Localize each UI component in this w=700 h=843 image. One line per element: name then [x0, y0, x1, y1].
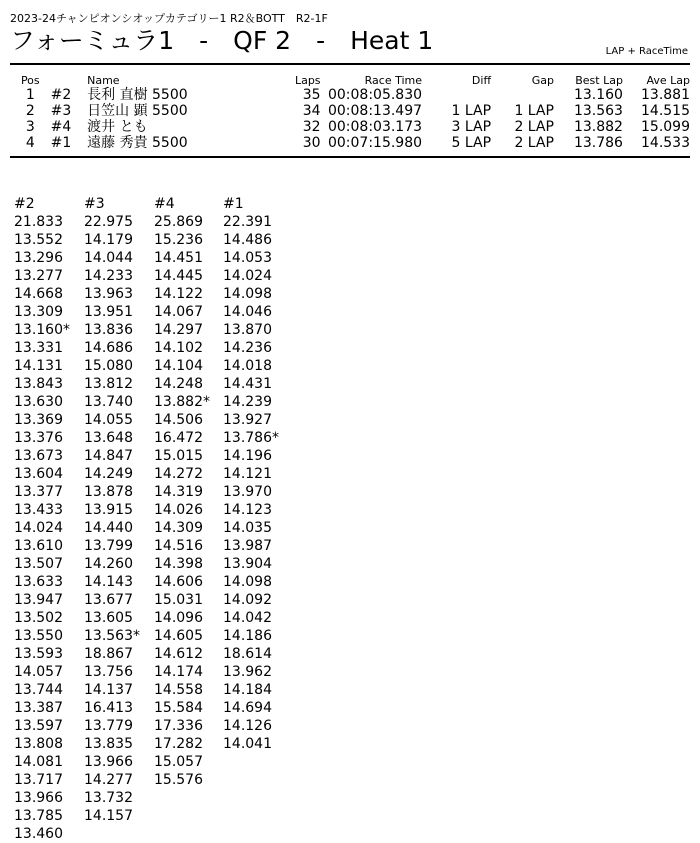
diff-cell: 5 LAP — [451, 135, 492, 151]
lap-time: 14.272 — [154, 466, 203, 482]
lap-time: 13.785 — [14, 808, 63, 824]
lap-column — [14, 195, 84, 843]
lap-time: 14.694 — [223, 700, 272, 716]
lap-time: 13.878 — [84, 484, 133, 500]
gap-cell: 2 LAP — [514, 119, 554, 135]
lap-time: 14.104 — [154, 358, 203, 374]
driver-name-cell: 渡井 とも — [87, 119, 148, 135]
lap-time: 14.233 — [84, 268, 133, 284]
lap-time: 15.576 — [154, 772, 203, 788]
lap-time: 13.604 — [14, 466, 63, 482]
lap-time: 14.067 — [154, 304, 203, 320]
event-subtitle: 2023-24チャンピオンシオップカテゴリー1 R2＆BOTT R2-1F — [10, 12, 328, 25]
lap-time: 13.904 — [223, 556, 272, 572]
lap-time: 14.179 — [84, 232, 133, 248]
lap-time: 17.282 — [154, 736, 203, 752]
lap-time: 14.260 — [84, 556, 133, 572]
lap-time: 13.812 — [84, 376, 133, 392]
car-no-cell: #4 — [50, 119, 72, 135]
laps-cell: 34 — [302, 103, 321, 119]
pos-cell: 4 — [25, 135, 35, 151]
race-time-cell: 00:08:03.173 — [327, 119, 423, 135]
lap-time: 14.092 — [223, 592, 272, 608]
col-best-lap: Best Lap — [575, 74, 623, 87]
lap-time: 16.472 — [154, 430, 203, 446]
lap-time: 13.927 — [223, 412, 272, 428]
lap-time: 14.018 — [223, 358, 272, 374]
results-table — [10, 72, 690, 151]
lap-legend: LAP + RaceTime — [605, 46, 688, 57]
lap-time: 13.870 — [223, 322, 272, 338]
lap-time: 14.026 — [154, 502, 203, 518]
lap-time: 16.413 — [84, 700, 133, 716]
diff-cell: 1 LAP — [451, 103, 492, 119]
pos-cell: 1 — [25, 87, 35, 103]
lap-time: 14.431 — [223, 376, 272, 392]
lap-time: 13.966 — [14, 790, 63, 806]
lap-time: 14.143 — [84, 574, 133, 590]
lap-time: 14.486 — [223, 232, 272, 248]
lap-time: 13.552 — [14, 232, 63, 248]
lap-time: 14.098 — [223, 574, 272, 590]
lap-time: 14.606 — [154, 574, 203, 590]
lap-time: 15.584 — [154, 700, 203, 716]
lap-time: 14.024 — [14, 520, 63, 536]
page-title: フォーミュラ1 - QF 2 - Heat 1 — [10, 26, 434, 55]
ave-lap-cell: 15.099 — [641, 119, 690, 135]
lap-time: 13.962 — [223, 664, 272, 680]
table-row — [10, 135, 690, 151]
lap-time: 13.717 — [14, 772, 63, 788]
best-lap-cell: 13.786 — [573, 135, 623, 151]
lap-time: 14.137 — [84, 682, 133, 698]
lap-time: 13.799 — [84, 538, 133, 554]
driver-name-cell: 長利 直樹 5500 — [87, 87, 188, 103]
lap-column — [223, 195, 293, 753]
lap-time: 14.081 — [14, 754, 63, 770]
lap-time: 14.174 — [154, 664, 203, 680]
lap-time: 13.605 — [84, 610, 133, 626]
lap-time: 14.668 — [14, 286, 63, 302]
diff-cell: 3 LAP — [451, 119, 492, 135]
lap-time: 13.756 — [84, 664, 133, 680]
lap-time: 13.970 — [223, 484, 272, 500]
lap-time: 14.046 — [223, 304, 272, 320]
lap-time: 14.236 — [223, 340, 272, 356]
lap-column — [154, 195, 224, 789]
lap-time: 14.248 — [154, 376, 203, 392]
lap-time: 14.024 — [223, 268, 272, 284]
lap-column — [84, 195, 154, 825]
col-laps: Laps — [294, 74, 321, 87]
car-no-cell: #3 — [50, 103, 72, 119]
lap-time: 13.277 — [14, 268, 63, 284]
lap-time: 13.387 — [14, 700, 63, 716]
col-name: Name — [87, 74, 120, 87]
lap-time: 13.460 — [14, 826, 63, 842]
lap-time: 14.196 — [223, 448, 272, 464]
lap-time: 22.975 — [84, 214, 133, 230]
lap-time: 13.630 — [14, 394, 63, 410]
lap-time: 14.057 — [14, 664, 63, 680]
lap-time: 13.947 — [14, 592, 63, 608]
lap-time: 13.309 — [14, 304, 63, 320]
lap-time: 21.833 — [14, 214, 63, 230]
lap-time: 15.057 — [154, 754, 203, 770]
lap-time: 18.867 — [84, 646, 133, 662]
lap-time: 14.297 — [154, 322, 203, 338]
lap-time: 14.122 — [154, 286, 203, 302]
diff-cell — [422, 87, 491, 103]
lap-time: 13.597 — [14, 718, 63, 734]
lap-time: 15.080 — [84, 358, 133, 374]
pos-cell: 3 — [25, 119, 35, 135]
lap-time: 13.502 — [14, 610, 63, 626]
lap-time: 25.869 — [154, 214, 203, 230]
lap-time: 14.398 — [154, 556, 203, 572]
col-pos: Pos — [20, 74, 40, 87]
car-no-cell: #1 — [50, 135, 72, 151]
divider — [10, 63, 690, 65]
table-row — [10, 87, 690, 103]
lap-time: 14.042 — [223, 610, 272, 626]
lap-column-header: #2 — [14, 196, 35, 212]
lap-time: 13.951 — [84, 304, 133, 320]
lap-time: 17.336 — [154, 718, 203, 734]
lap-time: 13.296 — [14, 250, 63, 266]
lap-time: 18.614 — [223, 646, 272, 662]
lap-time: 14.096 — [154, 610, 203, 626]
lap-time: 14.102 — [154, 340, 203, 356]
lap-time: 14.184 — [223, 682, 272, 698]
lap-time: 13.433 — [14, 502, 63, 518]
lap-time: 13.779 — [84, 718, 133, 734]
lap-time: 13.963 — [84, 286, 133, 302]
lap-time: 14.239 — [223, 394, 272, 410]
lap-time: 13.331 — [14, 340, 63, 356]
lap-time: 13.610 — [14, 538, 63, 554]
lap-time: 14.558 — [154, 682, 203, 698]
lap-time: 14.131 — [14, 358, 63, 374]
gap-cell: 1 LAP — [514, 103, 554, 119]
lap-time: 13.744 — [14, 682, 63, 698]
lap-time: 13.377 — [14, 484, 63, 500]
gap-cell — [491, 87, 554, 103]
lap-time: 13.987 — [223, 538, 272, 554]
lap-time: 14.157 — [84, 808, 133, 824]
lap-time: 13.732 — [84, 790, 133, 806]
lap-time: 13.843 — [14, 376, 63, 392]
lap-time: 14.277 — [84, 772, 133, 788]
lap-time: 13.786* — [223, 430, 279, 446]
race-time-cell: 00:07:15.980 — [327, 135, 423, 151]
lap-time: 14.249 — [84, 466, 133, 482]
race-time-cell: 00:08:13.497 — [327, 103, 423, 119]
best-lap-cell: 13.882 — [573, 119, 623, 135]
divider — [10, 156, 690, 158]
lap-time: 14.123 — [223, 502, 272, 518]
ave-lap-cell: 13.881 — [641, 87, 690, 103]
lap-time: 14.309 — [154, 520, 203, 536]
lap-time: 14.847 — [84, 448, 133, 464]
ave-lap-cell: 14.515 — [641, 103, 690, 119]
lap-column-header: #1 — [223, 196, 244, 212]
race-time-cell: 00:08:05.830 — [327, 87, 423, 103]
lap-time: 15.031 — [154, 592, 203, 608]
col-gap: Gap — [531, 74, 554, 87]
col-race-time: Race Time — [364, 74, 423, 87]
lap-time: 13.915 — [84, 502, 133, 518]
lap-time: 13.740 — [84, 394, 133, 410]
best-lap-cell: 13.160 — [573, 87, 623, 103]
lap-time: 14.121 — [223, 466, 272, 482]
lap-time: 14.686 — [84, 340, 133, 356]
lap-time: 13.677 — [84, 592, 133, 608]
results-header-row — [10, 72, 690, 87]
lap-column-header: #4 — [154, 196, 175, 212]
driver-name-cell: 遠藤 秀貴 5500 — [87, 135, 188, 151]
gap-cell: 2 LAP — [514, 135, 554, 151]
lap-time: 13.836 — [84, 322, 133, 338]
lap-time: 14.053 — [223, 250, 272, 266]
lap-time: 14.319 — [154, 484, 203, 500]
lap-time: 13.673 — [14, 448, 63, 464]
table-row — [10, 119, 690, 135]
car-no-cell: #2 — [50, 87, 72, 103]
lap-time: 14.044 — [84, 250, 133, 266]
lap-time: 13.376 — [14, 430, 63, 446]
laps-cell: 32 — [302, 119, 321, 135]
lap-time: 13.369 — [14, 412, 63, 428]
lap-time: 22.391 — [223, 214, 272, 230]
table-row — [10, 103, 690, 119]
pos-cell: 2 — [25, 103, 35, 119]
lap-time: 13.882* — [154, 394, 210, 410]
lap-time: 13.966 — [84, 754, 133, 770]
lap-time: 13.835 — [84, 736, 133, 752]
lap-time: 14.612 — [154, 646, 203, 662]
lap-time: 15.015 — [154, 448, 203, 464]
lap-time: 14.516 — [154, 538, 203, 554]
driver-name-cell: 日笠山 顕 5500 — [87, 103, 188, 119]
lap-time: 14.506 — [154, 412, 203, 428]
col-diff: Diff — [471, 74, 492, 87]
laps-cell: 35 — [302, 87, 321, 103]
lap-time: 13.550 — [14, 628, 63, 644]
lap-time: 13.633 — [14, 574, 63, 590]
lap-time: 14.126 — [223, 718, 272, 734]
lap-time: 14.605 — [154, 628, 203, 644]
lap-time: 14.440 — [84, 520, 133, 536]
lap-time: 14.098 — [223, 286, 272, 302]
lap-time: 13.160* — [14, 322, 70, 338]
lap-time: 13.563* — [84, 628, 140, 644]
ave-lap-cell: 14.533 — [641, 135, 690, 151]
lap-time: 14.055 — [84, 412, 133, 428]
lap-time: 14.445 — [154, 268, 203, 284]
lap-time: 13.808 — [14, 736, 63, 752]
best-lap-cell: 13.563 — [573, 103, 623, 119]
lap-time: 14.035 — [223, 520, 272, 536]
lap-time: 14.186 — [223, 628, 272, 644]
lap-time: 13.648 — [84, 430, 133, 446]
lap-time: 14.451 — [154, 250, 203, 266]
lap-column-header: #3 — [84, 196, 105, 212]
col-ave-lap: Ave Lap — [646, 74, 690, 87]
lap-time: 15.236 — [154, 232, 203, 248]
lap-time: 14.041 — [223, 736, 272, 752]
laps-cell: 30 — [302, 135, 321, 151]
lap-time: 13.593 — [14, 646, 63, 662]
lap-time: 13.507 — [14, 556, 63, 572]
